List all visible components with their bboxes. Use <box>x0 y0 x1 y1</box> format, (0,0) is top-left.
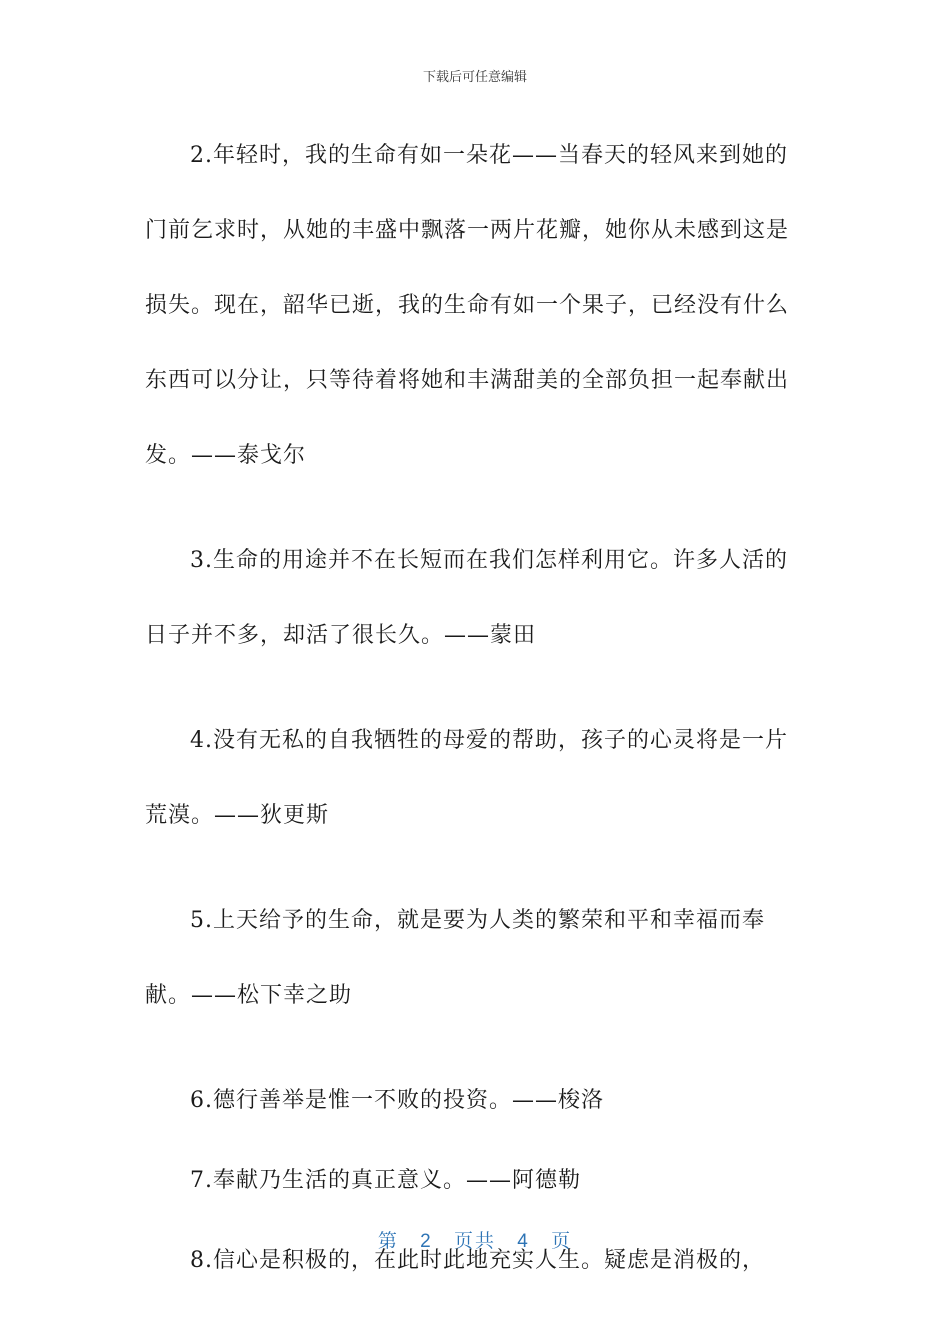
document-body <box>145 118 795 1328</box>
quote-paragraph: 7.奉献乃生活的真正意义。——阿德勒 <box>190 1168 581 1193</box>
quote-paragraph: 3.生命的用途并不在长短而在我们怎样利用它。许多人活的日子并不多，却活了很长久。——蒙田 <box>145 548 788 648</box>
quote-paragraph: 6.德行善举是惟一不败的投资。——梭洛 <box>190 1088 604 1113</box>
quote-paragraph: 5.上天给予的生命，就是要为人类的繁荣和平和幸福而奉献。——松下幸之助 <box>145 908 765 1008</box>
page-number-text: 第 2 页共 4 页 <box>377 1231 573 1252</box>
header-note: 下载后可任意编辑 <box>422 70 527 85</box>
quote-paragraph: 2.年轻时，我的生命有如一朵花——当春天的轻风来到她的门前乞求时，从她的丰盛中飘落一两片花瓣，她你从未感到这是损失。现在，韶华已逝，我的生命有如一个果子，已经没有什么东西可以分让，只等待着将她和丰满甜美的全部负担一起奉献出发。——泰戈尔 <box>145 143 790 468</box>
page-number-footer <box>0 1226 950 1253</box>
quote-paragraph: 4.没有无私的自我牺牲的母爱的帮助，孩子的心灵将是一片荒漠。——狄更斯 <box>145 728 788 828</box>
quote-paragraph: 8.信心是积极的，在此时此地充实人生。疑虑是消极的， <box>190 1248 765 1273</box>
